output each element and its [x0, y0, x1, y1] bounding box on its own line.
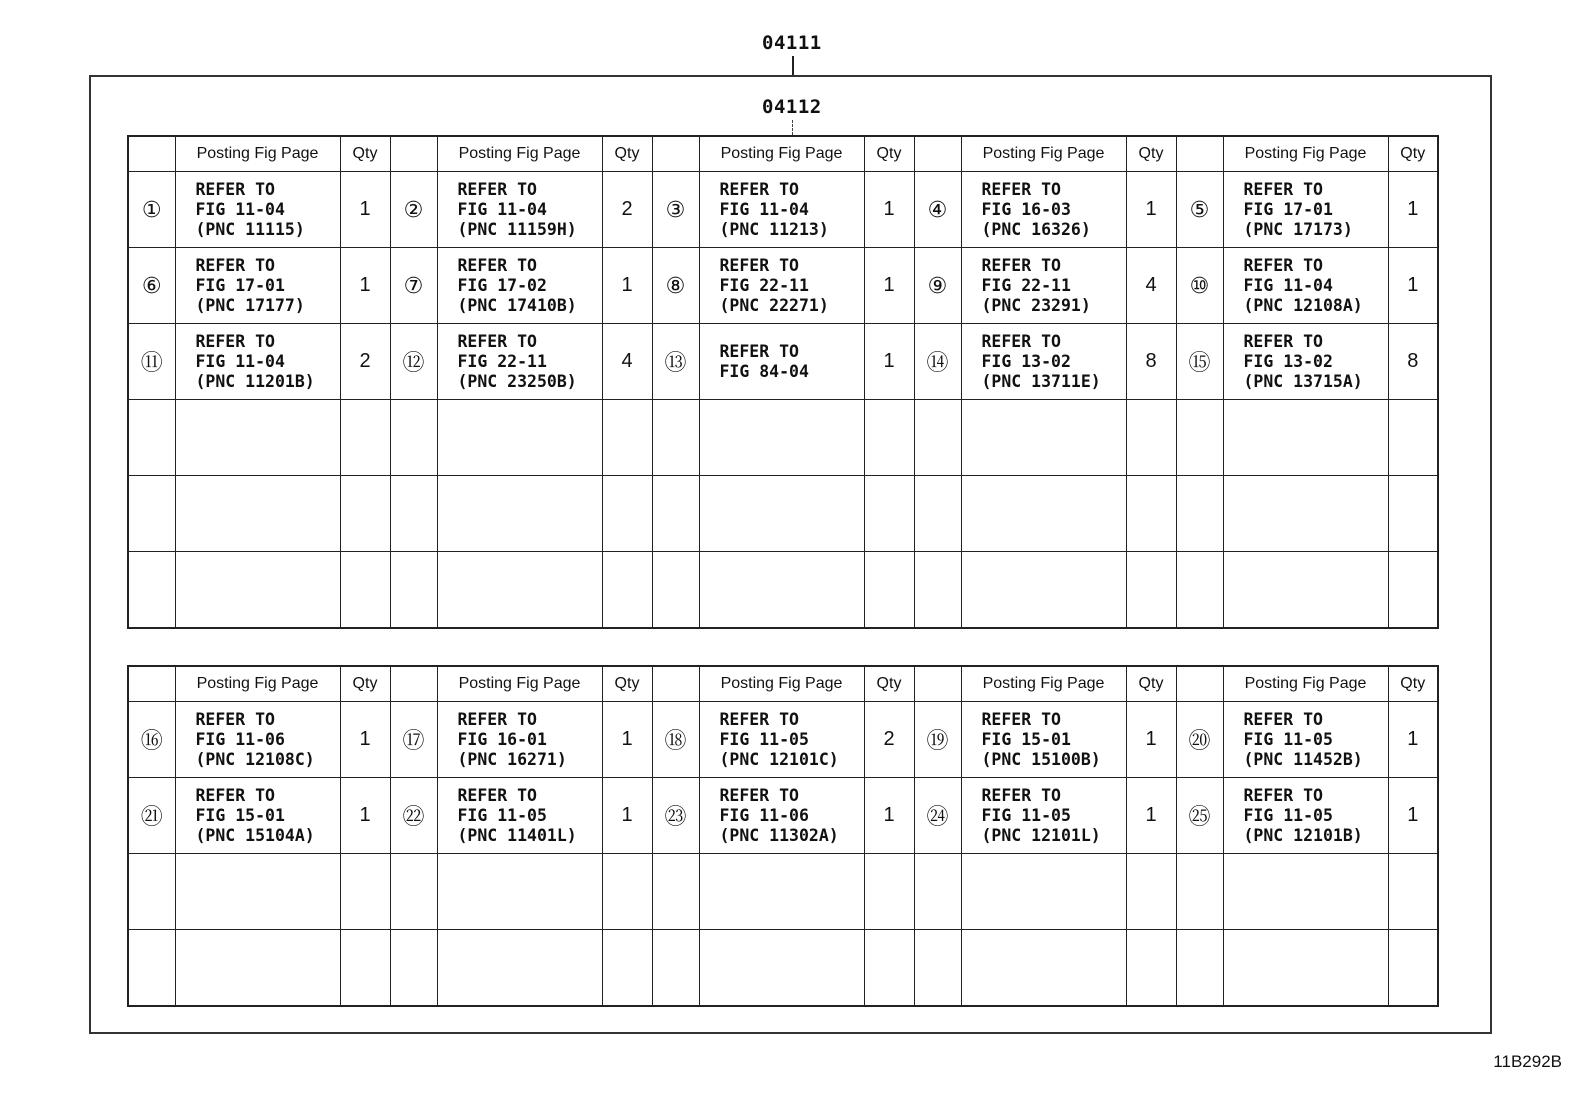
header-posting: Posting Fig Page	[175, 666, 340, 702]
empty-cell	[390, 854, 437, 930]
empty-cell	[914, 476, 961, 552]
qty-value: 1	[1126, 778, 1176, 854]
pnc-code: (PNC 11302A)	[719, 825, 839, 845]
empty-cell	[602, 552, 652, 629]
header-row	[128, 666, 1438, 702]
pnc-code: (PNC 17177)	[195, 295, 305, 315]
refer-to-text: REFER TO	[195, 785, 275, 805]
empty-cell	[602, 400, 652, 476]
pnc-code: (PNC 16326)	[981, 219, 1091, 239]
empty-cell	[699, 930, 864, 1007]
table-row	[128, 702, 1438, 778]
header-num-blank	[652, 136, 699, 172]
empty-cell	[1388, 400, 1438, 476]
empty-cell	[1388, 930, 1438, 1007]
empty-cell	[961, 552, 1126, 629]
empty-cell	[390, 400, 437, 476]
header-num-blank	[914, 666, 961, 702]
empty-cell	[175, 930, 340, 1007]
reference-cell	[1223, 172, 1388, 248]
parts-table-bottom	[127, 665, 1439, 1007]
item-number: ⑨	[914, 248, 961, 324]
refer-to-text: REFER TO	[719, 341, 799, 361]
header-qty: Qty	[602, 666, 652, 702]
empty-cell	[699, 400, 864, 476]
fig-page: FIG 13-02	[981, 351, 1071, 371]
item-number: ③	[652, 172, 699, 248]
empty-cell	[437, 930, 602, 1007]
refer-to-text: REFER TO	[1243, 179, 1323, 199]
header-num-blank	[128, 666, 175, 702]
item-number: ⑫	[390, 324, 437, 400]
header-qty: Qty	[864, 136, 914, 172]
item-number: ⑥	[128, 248, 175, 324]
pnc-code: (PNC 11401L)	[457, 825, 577, 845]
empty-cell	[652, 400, 699, 476]
qty-value: 1	[340, 778, 390, 854]
item-number: ⑮	[1176, 324, 1223, 400]
qty-value: 2	[602, 172, 652, 248]
empty-row	[128, 854, 1438, 930]
fig-page: FIG 17-01	[195, 275, 285, 295]
header-row	[128, 136, 1438, 172]
pnc-code: (PNC 17410B)	[457, 295, 577, 315]
empty-cell	[652, 930, 699, 1007]
empty-cell	[1223, 552, 1388, 629]
empty-cell	[864, 476, 914, 552]
header-posting: Posting Fig Page	[1223, 666, 1388, 702]
header-posting: Posting Fig Page	[1223, 136, 1388, 172]
pnc-code: (PNC 16271)	[457, 749, 567, 769]
pnc-code: (PNC 17173)	[1243, 219, 1353, 239]
refer-to-text: REFER TO	[981, 179, 1061, 199]
reference-cell	[175, 172, 340, 248]
qty-value: 1	[1388, 778, 1438, 854]
item-number: ⑭	[914, 324, 961, 400]
empty-cell	[437, 552, 602, 629]
fig-page: FIG 11-05	[981, 805, 1071, 825]
pnc-code: (PNC 12101L)	[981, 825, 1101, 845]
qty-value: 8	[1388, 324, 1438, 400]
empty-cell	[914, 854, 961, 930]
empty-cell	[602, 930, 652, 1007]
empty-cell	[175, 552, 340, 629]
refer-to-text: REFER TO	[719, 709, 799, 729]
item-number: ㉔	[914, 778, 961, 854]
qty-value: 1	[340, 172, 390, 248]
empty-cell	[175, 476, 340, 552]
fig-page: FIG 11-04	[195, 199, 285, 219]
empty-cell	[1223, 476, 1388, 552]
empty-cell	[652, 476, 699, 552]
empty-cell	[1176, 476, 1223, 552]
reference-cell	[175, 248, 340, 324]
fig-page: FIG 11-04	[719, 199, 809, 219]
qty-value: 2	[864, 702, 914, 778]
refer-to-text: REFER TO	[981, 255, 1061, 275]
pnc-code: (PNC 11201B)	[195, 371, 315, 391]
item-number: ②	[390, 172, 437, 248]
empty-cell	[1126, 854, 1176, 930]
refer-to-text: REFER TO	[457, 709, 537, 729]
header-posting: Posting Fig Page	[437, 666, 602, 702]
qty-value: 1	[1388, 702, 1438, 778]
refer-to-text: REFER TO	[1243, 785, 1323, 805]
empty-cell	[652, 854, 699, 930]
refer-to-text: REFER TO	[719, 179, 799, 199]
refer-to-text: REFER TO	[719, 255, 799, 275]
empty-cell	[1126, 552, 1176, 629]
qty-value: 1	[864, 778, 914, 854]
empty-cell	[961, 400, 1126, 476]
refer-to-text: REFER TO	[981, 331, 1061, 351]
reference-cell	[1223, 324, 1388, 400]
fig-page: FIG 11-05	[457, 805, 547, 825]
pnc-code: (PNC 13711E)	[981, 371, 1101, 391]
reference-cell	[699, 778, 864, 854]
fig-page: FIG 11-04	[1243, 275, 1333, 295]
empty-cell	[175, 854, 340, 930]
reference-cell	[961, 248, 1126, 324]
empty-cell	[864, 930, 914, 1007]
item-number: ④	[914, 172, 961, 248]
fig-page: FIG 15-01	[981, 729, 1071, 749]
header-qty: Qty	[864, 666, 914, 702]
reference-cell	[961, 324, 1126, 400]
fig-page: FIG 11-06	[195, 729, 285, 749]
empty-cell	[1388, 476, 1438, 552]
refer-to-text: REFER TO	[457, 255, 537, 275]
empty-cell	[864, 400, 914, 476]
item-number: ⑰	[390, 702, 437, 778]
item-number: ⑬	[652, 324, 699, 400]
reference-cell	[1223, 248, 1388, 324]
refer-to-text: REFER TO	[1243, 255, 1323, 275]
header-qty: Qty	[1126, 136, 1176, 172]
empty-cell	[1126, 930, 1176, 1007]
empty-cell	[914, 930, 961, 1007]
empty-cell	[128, 930, 175, 1007]
qty-value: 1	[864, 248, 914, 324]
qty-value: 1	[1126, 702, 1176, 778]
pnc-code: (PNC 22271)	[719, 295, 829, 315]
pnc-code: (PNC 12108A)	[1243, 295, 1363, 315]
figure-code: 11B292B	[1493, 1052, 1562, 1071]
fig-page: FIG 11-05	[1243, 729, 1333, 749]
empty-cell	[1223, 854, 1388, 930]
fig-page: FIG 84-04	[719, 361, 809, 381]
fig-page: FIG 15-01	[195, 805, 285, 825]
empty-cell	[1126, 400, 1176, 476]
empty-cell	[437, 400, 602, 476]
fig-page: FIG 11-05	[719, 729, 809, 749]
header-qty: Qty	[1388, 666, 1438, 702]
item-number: ㉒	[390, 778, 437, 854]
empty-cell	[914, 552, 961, 629]
qty-value: 1	[1388, 248, 1438, 324]
fig-page: FIG 11-06	[719, 805, 809, 825]
item-number: ⑦	[390, 248, 437, 324]
qty-value: 4	[602, 324, 652, 400]
qty-value: 1	[1126, 172, 1176, 248]
header-qty: Qty	[1388, 136, 1438, 172]
header-num-blank	[1176, 136, 1223, 172]
empty-cell	[1176, 400, 1223, 476]
reference-cell	[961, 778, 1126, 854]
refer-to-text: REFER TO	[981, 709, 1061, 729]
reference-cell	[437, 324, 602, 400]
reference-cell	[437, 778, 602, 854]
fig-page: FIG 22-11	[981, 275, 1071, 295]
pnc-code: (PNC 15100B)	[981, 749, 1101, 769]
item-number: ⑱	[652, 702, 699, 778]
fig-page: FIG 11-04	[195, 351, 285, 371]
qty-value: 1	[602, 778, 652, 854]
refer-to-text: REFER TO	[195, 179, 275, 199]
empty-cell	[961, 930, 1126, 1007]
header-qty: Qty	[340, 136, 390, 172]
empty-cell	[340, 854, 390, 930]
empty-cell	[1176, 930, 1223, 1007]
header-num-blank	[914, 136, 961, 172]
pnc-code: (PNC 11159H)	[457, 219, 577, 239]
empty-cell	[128, 400, 175, 476]
empty-cell	[128, 552, 175, 629]
refer-to-text: REFER TO	[195, 709, 275, 729]
outer-assembly-code: 04111	[762, 32, 822, 54]
reference-cell	[699, 172, 864, 248]
header-posting: Posting Fig Page	[437, 136, 602, 172]
empty-row	[128, 400, 1438, 476]
empty-cell	[699, 552, 864, 629]
table-row	[128, 324, 1438, 400]
empty-cell	[699, 854, 864, 930]
empty-cell	[1388, 552, 1438, 629]
refer-to-text: REFER TO	[457, 331, 537, 351]
header-posting: Posting Fig Page	[699, 666, 864, 702]
qty-value: 2	[340, 324, 390, 400]
reference-cell	[437, 248, 602, 324]
fig-page: FIG 11-05	[1243, 805, 1333, 825]
reference-cell	[175, 778, 340, 854]
header-qty: Qty	[1126, 666, 1176, 702]
item-number: ⑳	[1176, 702, 1223, 778]
pnc-code: (PNC 11452B)	[1243, 749, 1363, 769]
reference-cell	[961, 702, 1126, 778]
inner-assembly-code: 04112	[762, 96, 822, 118]
refer-to-text: REFER TO	[195, 331, 275, 351]
refer-to-text: REFER TO	[981, 785, 1061, 805]
empty-cell	[1176, 854, 1223, 930]
item-number: ⑲	[914, 702, 961, 778]
refer-to-text: REFER TO	[1243, 709, 1323, 729]
empty-cell	[1388, 854, 1438, 930]
item-number: ⑩	[1176, 248, 1223, 324]
reference-cell	[699, 324, 864, 400]
table-row	[128, 248, 1438, 324]
reference-cell	[175, 324, 340, 400]
reference-cell	[175, 702, 340, 778]
header-posting: Posting Fig Page	[961, 666, 1126, 702]
outer-leader-line	[792, 56, 794, 76]
empty-cell	[437, 854, 602, 930]
qty-value: 1	[340, 702, 390, 778]
table-row	[128, 172, 1438, 248]
header-posting: Posting Fig Page	[699, 136, 864, 172]
fig-page: FIG 22-11	[457, 351, 547, 371]
pnc-code: (PNC 11115)	[195, 219, 305, 239]
fig-page: FIG 11-04	[457, 199, 547, 219]
item-number: ①	[128, 172, 175, 248]
empty-row	[128, 476, 1438, 552]
empty-cell	[1223, 930, 1388, 1007]
refer-to-text: REFER TO	[457, 785, 537, 805]
empty-row	[128, 930, 1438, 1007]
qty-value: 4	[1126, 248, 1176, 324]
empty-cell	[1223, 400, 1388, 476]
empty-cell	[340, 476, 390, 552]
reference-cell	[1223, 778, 1388, 854]
empty-cell	[340, 400, 390, 476]
empty-cell	[602, 854, 652, 930]
refer-to-text: REFER TO	[719, 785, 799, 805]
reference-cell	[699, 248, 864, 324]
header-posting: Posting Fig Page	[961, 136, 1126, 172]
empty-cell	[699, 476, 864, 552]
item-number: ㉕	[1176, 778, 1223, 854]
item-number: ⑪	[128, 324, 175, 400]
empty-cell	[175, 400, 340, 476]
refer-to-text: REFER TO	[1243, 331, 1323, 351]
pnc-code: (PNC 13715A)	[1243, 371, 1363, 391]
empty-cell	[390, 552, 437, 629]
empty-cell	[128, 476, 175, 552]
pnc-code: (PNC 23250B)	[457, 371, 577, 391]
empty-cell	[340, 552, 390, 629]
item-number: ㉓	[652, 778, 699, 854]
pnc-code: (PNC 12101C)	[719, 749, 839, 769]
empty-cell	[961, 854, 1126, 930]
qty-value: 1	[602, 702, 652, 778]
pnc-code: (PNC 15104A)	[195, 825, 315, 845]
qty-value: 1	[864, 324, 914, 400]
pnc-code: (PNC 23291)	[981, 295, 1091, 315]
empty-cell	[961, 476, 1126, 552]
item-number: ㉑	[128, 778, 175, 854]
item-number: ⑯	[128, 702, 175, 778]
qty-value: 8	[1126, 324, 1176, 400]
refer-to-text: REFER TO	[195, 255, 275, 275]
qty-value: 1	[340, 248, 390, 324]
reference-cell	[1223, 702, 1388, 778]
empty-cell	[1126, 476, 1176, 552]
empty-cell	[914, 400, 961, 476]
empty-row	[128, 552, 1438, 629]
fig-page: FIG 17-01	[1243, 199, 1333, 219]
empty-cell	[437, 476, 602, 552]
qty-value: 1	[1388, 172, 1438, 248]
parts-table-top	[127, 135, 1439, 629]
header-num-blank	[390, 666, 437, 702]
header-qty: Qty	[340, 666, 390, 702]
fig-page: FIG 16-01	[457, 729, 547, 749]
empty-cell	[128, 854, 175, 930]
qty-value: 1	[864, 172, 914, 248]
header-num-blank	[128, 136, 175, 172]
fig-page: FIG 16-03	[981, 199, 1071, 219]
qty-value: 1	[602, 248, 652, 324]
empty-cell	[390, 476, 437, 552]
reference-cell	[699, 702, 864, 778]
reference-cell	[961, 172, 1126, 248]
inner-leader-line	[792, 120, 793, 135]
empty-cell	[864, 854, 914, 930]
refer-to-text: REFER TO	[457, 179, 537, 199]
pnc-code: (PNC 12108C)	[195, 749, 315, 769]
table-row	[128, 778, 1438, 854]
fig-page: FIG 13-02	[1243, 351, 1333, 371]
header-num-blank	[390, 136, 437, 172]
header-posting: Posting Fig Page	[175, 136, 340, 172]
fig-page: FIG 22-11	[719, 275, 809, 295]
empty-cell	[1176, 552, 1223, 629]
item-number: ⑤	[1176, 172, 1223, 248]
pnc-code: (PNC 11213)	[719, 219, 829, 239]
item-number: ⑧	[652, 248, 699, 324]
header-num-blank	[652, 666, 699, 702]
fig-page: FIG 17-02	[457, 275, 547, 295]
pnc-code: (PNC 12101B)	[1243, 825, 1363, 845]
empty-cell	[602, 476, 652, 552]
reference-cell	[437, 702, 602, 778]
empty-cell	[864, 552, 914, 629]
empty-cell	[652, 552, 699, 629]
reference-cell	[437, 172, 602, 248]
header-qty: Qty	[602, 136, 652, 172]
empty-cell	[390, 930, 437, 1007]
empty-cell	[340, 930, 390, 1007]
header-num-blank	[1176, 666, 1223, 702]
